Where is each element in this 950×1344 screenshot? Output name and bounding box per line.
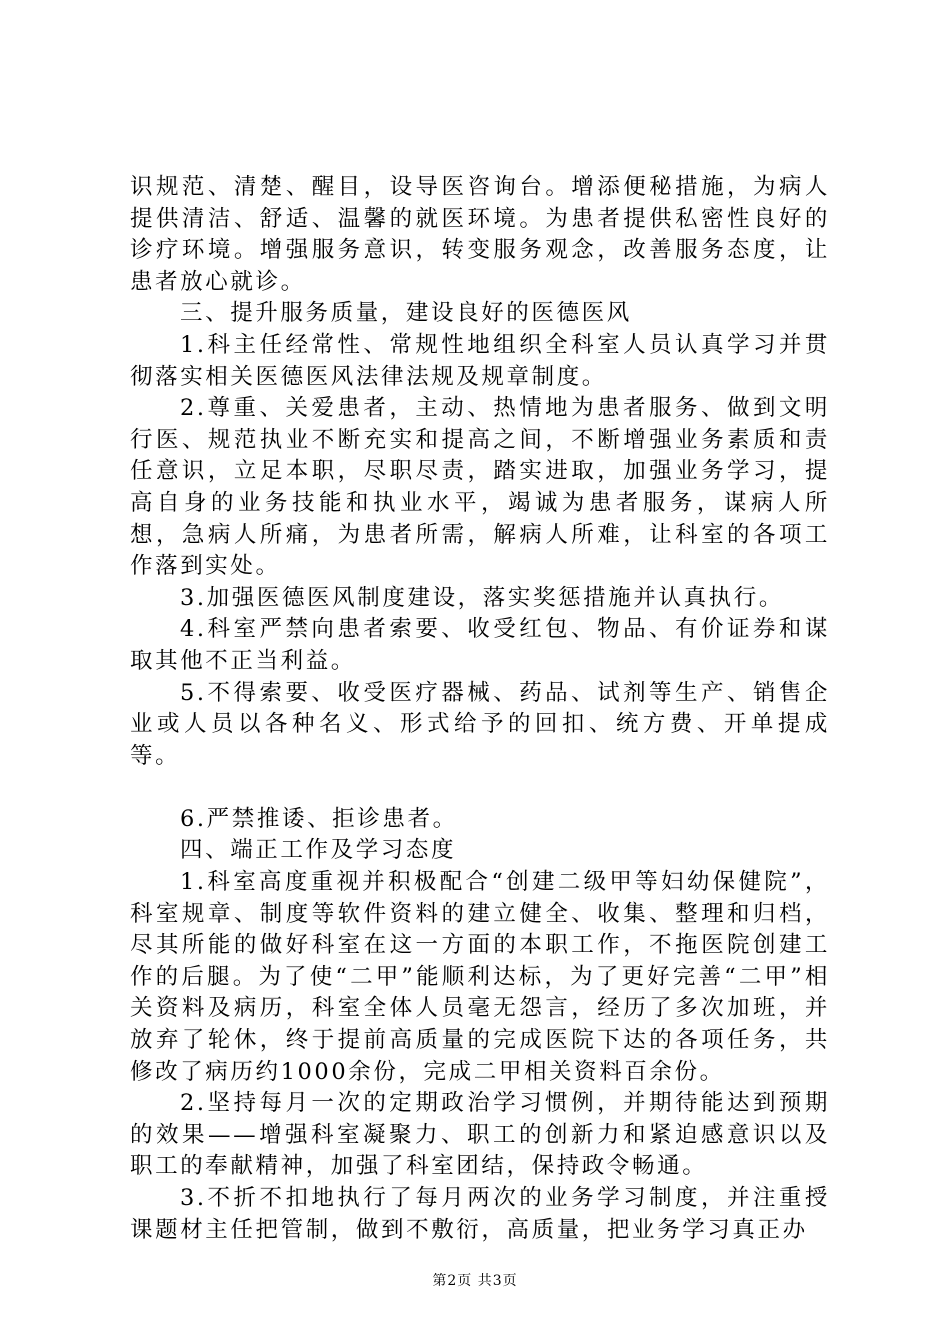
section-heading-3: 三、提升服务质量，建设良好的医德医风 — [180, 300, 632, 327]
paragraph-item-4-1: 1.科室高度重视并积极配合“创建二级甲等妇幼保健院”，科室规章、制度等软件资料的建立健全、收集、整理和归档，尽其所能的做好科室在这一方面的本职工作，不拖医院创建工作的后腿。为了使“二甲”能顺利达标，为了更好完善“二甲”相关资料及病历，科室全体人员毫无怨言，经历了多次加班，并放弃了轮休，终于提前高质量的完成医院下达的各项任务，共修改了病历约1000余份，完成二甲相关资料百余份。 — [130, 869, 830, 1085]
paragraph-item-4-3: 3.不折不扣地执行了每月两次的业务学习制度，并注重授课题材主任把管制，做到不敷衍，高质量，把业务学习真正办 — [130, 1185, 830, 1243]
paragraph-continuation: 识规范、清楚、醒目，设导医咨询台。增添便秘措施，为病人提供清洁、舒适、温馨的就医环境。为患者提供私密性良好的诊疗环境。增强服务意识，转变服务观念，改善服务态度，让患者放心就诊。 — [130, 174, 830, 295]
paragraph-item-3-3: 3.加强医德医风制度建设，落实奖惩措施并认真执行。 — [180, 584, 784, 611]
section-heading-4: 四、端正工作及学习态度 — [180, 837, 457, 864]
paragraph-item-3-5: 5.不得索要、收受医疗器械、药品、试剂等生产、销售企业或人员以各种名义、形式给予的回扣、统方费、开单提成等。 — [130, 679, 830, 769]
paragraph-item-3-1: 1.科主任经常性、常规性地组织全科室人员认真学习并贯彻落实相关医德医风法律法规及规章制度。 — [130, 331, 830, 390]
blank-line — [130, 772, 830, 804]
paragraph-item-3-2: 2.尊重、关爱患者，主动、热情地为患者服务、做到文明行医、规范执业不断充实和提高之间，不断增强业务素质和责任意识，立足本职，尽职尽责，踏实进取，加强业务学习，提高自身的业务技能和执业水平，竭诚为患者服务，谋病人所想，急病人所痛，为患者所需，解病人所难，让科室的各项工作落到实处。 — [130, 395, 830, 580]
paragraph-item-4-2: 2.坚持每月一次的定期政治学习惯例，并期待能达到预期的效果——增强科室凝聚力、职工的创新力和紧迫感意识以及职工的奉献精神，加强了科室团结，保持政令畅通。 — [130, 1090, 830, 1180]
paragraph-item-3-4: 4.科室严禁向患者索要、收受红包、物品、有价证券和谋取其他不正当利益。 — [130, 616, 830, 674]
paragraph-item-3-6: 6.严禁推诿、拒诊患者。 — [180, 805, 458, 832]
page-number-footer: 第2页 共3页 — [432, 1273, 518, 1289]
document-body — [130, 172, 830, 1246]
